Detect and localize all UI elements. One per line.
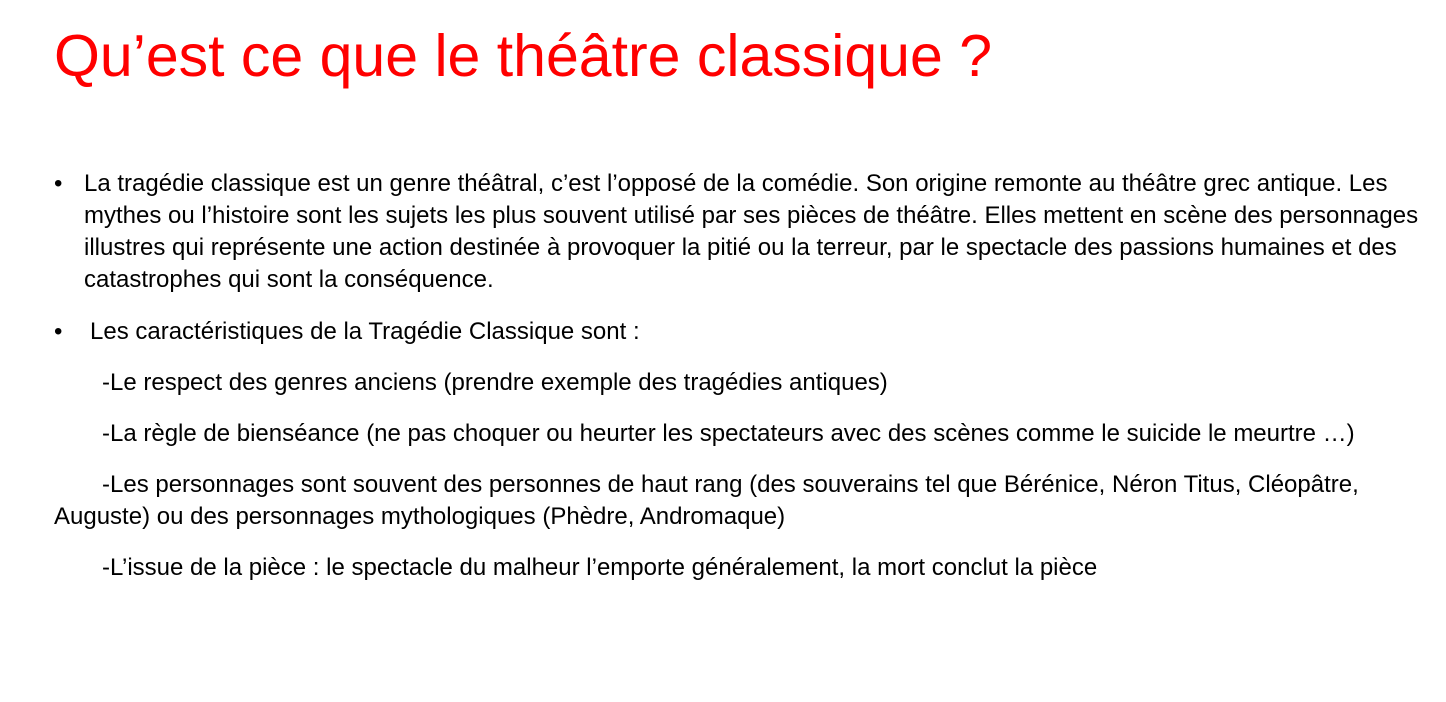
- characteristic-play-outcome: -L’issue de la pièce : le spectacle du malheur l’emporte généralement, la mort conclut la pièce: [102, 554, 1098, 581]
- bullet-icon: •: [54, 318, 63, 345]
- bullet-item-definition: [54, 168, 1424, 296]
- characteristic-high-rank-characters: -Les personnages sont souvent des personnes de haut rang (des souverains tel que Bérénice, Néron Titus, Cléopâtre, Auguste) ou des personnages mythologiques (Phèdre, Andromaque): [54, 471, 1359, 530]
- characteristic-propriety-rule: -La règle de bienséance (ne pas choquer ou heurter les spectateurs avec des scènes comme le suicide le meurtre …): [102, 420, 1355, 447]
- slide-title: Qu’est ce que le théâtre classique ?: [54, 23, 993, 89]
- bullet-text-definition: La tragédie classique est un genre théâtral, c’est l’opposé de la comédie. Son origine remonte au théâtre grec antique. Les mythes ou l’histoire sont les sujets les plus souvent utilisé par ses pièces de théâtre. Elles mettent en scène des personnages illustres qui représente une action destinée à provoquer la pitié ou la terreur, par le spectacle des passions humaines et des catastrophes qui sont la conséquence.: [84, 170, 1419, 293]
- bullet-text-characteristics: Les caractéristiques de la Tragédie Classique sont :: [90, 318, 640, 345]
- slide-content: [54, 168, 1424, 584]
- characteristic-ancient-genres: -Le respect des genres anciens (prendre exemple des tragédies antiques): [102, 369, 888, 396]
- bullet-icon: •: [54, 170, 63, 197]
- bullet-item-characteristics: [54, 316, 1424, 348]
